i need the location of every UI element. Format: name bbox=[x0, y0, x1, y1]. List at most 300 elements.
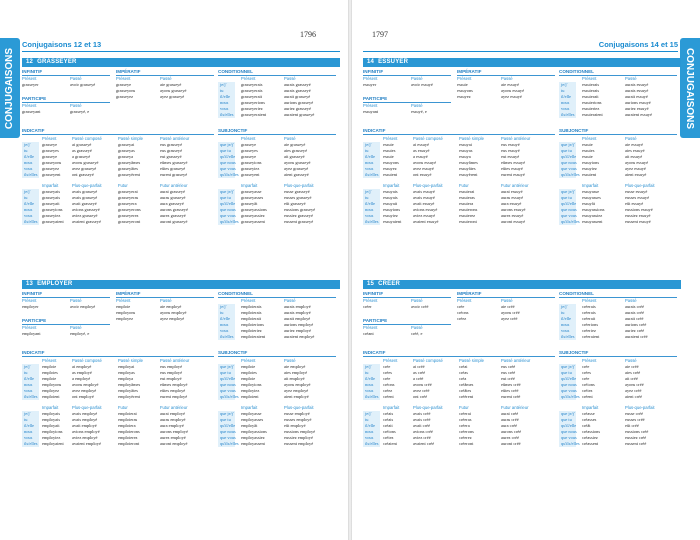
indicatif-pronouns-1 bbox=[22, 142, 39, 178]
conditionnel-pronouns-pronoun: je/j' bbox=[561, 82, 568, 87]
imperatif-present-form: créons bbox=[457, 310, 469, 315]
indicatif-passe-anterieur-form: eûtes employé bbox=[160, 388, 186, 393]
conditionnel-pronouns bbox=[559, 304, 576, 340]
subjonctif-passe-form: aie employé bbox=[284, 364, 306, 369]
indicatif-plus-que-parfait-form: aviez employé bbox=[72, 435, 98, 440]
indicatif-passe-simple-form: essuyai bbox=[459, 142, 472, 147]
participe-passe-form: créé, e bbox=[411, 331, 423, 336]
indicatif-pronouns-1-pronoun: ils/elles bbox=[24, 394, 38, 399]
subjonctif-present-form: créent bbox=[582, 394, 593, 399]
conditionnel-present-form: grasseyeriez bbox=[241, 106, 263, 111]
subjonctif-imparfait-form: créassent bbox=[582, 441, 599, 446]
indicatif-passe-anterieur-form: eut essuyé bbox=[501, 154, 520, 159]
indicatif-futur-label: Futur bbox=[459, 183, 469, 188]
indicatif-passe-anterieur-form: eûtes grasseyé bbox=[160, 166, 186, 171]
conditionnel-present-form: essuierions bbox=[582, 100, 602, 105]
indicatif-present-form: grasseyez bbox=[42, 166, 60, 171]
subjonctif-passe bbox=[625, 358, 644, 400]
infinitif-present bbox=[22, 76, 39, 88]
page-number-left: 1796 bbox=[300, 30, 316, 39]
indicatif-present-form: grasseyent bbox=[42, 172, 61, 177]
subjonctif-imparfait-form: essuyasse bbox=[582, 189, 600, 194]
conditionnel-pronouns-pronoun: nous bbox=[220, 100, 229, 105]
indicatif-plus-que-parfait-form: aviez grasseyé bbox=[72, 213, 98, 218]
subjonctif-present-form: grasseyent bbox=[241, 172, 260, 177]
imperatif-present bbox=[457, 76, 473, 100]
participe-passe-label: Passé bbox=[411, 325, 423, 330]
indicatif-present-form: grasseyes bbox=[42, 148, 59, 153]
imperatif-passe-form: ayons essuyé bbox=[501, 88, 525, 93]
indicatif-imparfait-form: employais bbox=[42, 417, 61, 422]
indicatif-passe-simple bbox=[459, 358, 484, 400]
indicatif-present-label: Présent bbox=[383, 358, 398, 363]
indicatif-futur-form: emploierons bbox=[118, 429, 140, 434]
subjonctif-pronouns-1-pronoun: que tu bbox=[220, 148, 231, 153]
indicatif-imparfait-label: Imparfait bbox=[42, 405, 59, 410]
infinitif-present-form: créer bbox=[363, 304, 372, 309]
indicatif-pronouns-2-pronoun: il/elle bbox=[24, 423, 34, 428]
infinitif-passe-form: avoir essuyé bbox=[411, 82, 433, 87]
imperatif-passe-form: ayons grasseyé bbox=[160, 88, 187, 93]
subjonctif-passe-form: ayons employé bbox=[284, 382, 311, 387]
subjonctif-present-form: emploies bbox=[241, 370, 257, 375]
subjonctif-imparfait bbox=[241, 405, 267, 447]
indicatif-passe-compose-form: avons essuyé bbox=[413, 160, 437, 165]
indicatif-passe-compose-form: ai employé bbox=[72, 364, 92, 369]
indicatif-present-label: Présent bbox=[42, 358, 57, 363]
conditionnel-passe-form: aurais créé bbox=[625, 310, 644, 315]
conditionnel-passe-form: aurais essuyé bbox=[625, 88, 649, 93]
subjonctif-imparfait-form: grasseyassent bbox=[241, 219, 265, 224]
indicatif-passe-anterieur-form: eus essuyé bbox=[501, 148, 520, 153]
indicatif-futur-anterieur-form: auras employé bbox=[160, 417, 186, 422]
conditionnel-present bbox=[582, 82, 603, 118]
indicatif-futur-anterieur-form: auras grasseyé bbox=[160, 195, 186, 200]
indicatif-plus-que-parfait-form: avaient créé bbox=[413, 441, 435, 446]
conditionnel-pronouns-pronoun: tu bbox=[220, 88, 224, 93]
conditionnel-passe bbox=[625, 304, 648, 340]
indicatif-passe-simple-form: employâmes bbox=[118, 382, 141, 387]
section-indicatif: INDICATIF bbox=[363, 128, 555, 135]
indicatif-passe-simple-form: essuyèrent bbox=[459, 172, 478, 177]
indicatif-pronouns-2-pronoun: il/elle bbox=[365, 423, 375, 428]
subjonctif-plus-que-parfait-label: Plus-que-parfait bbox=[284, 405, 314, 410]
conditionnel-passe-form: auraient grasseyé bbox=[284, 112, 315, 117]
subjonctif-present-form: crées bbox=[582, 370, 592, 375]
participe-present-label: Présent bbox=[363, 325, 378, 330]
subjonctif-passe-form: aies employé bbox=[284, 370, 308, 375]
participe-present bbox=[22, 103, 41, 115]
subjonctif-pronouns-1-pronoun: que vous bbox=[561, 388, 577, 393]
conditionnel-pronouns-pronoun: ils/elles bbox=[561, 112, 575, 117]
conditionnel-passe-form: aurais employé bbox=[284, 310, 311, 315]
subjonctif-present-form: créions bbox=[582, 382, 595, 387]
subjonctif-present-form: employiez bbox=[241, 388, 260, 393]
indicatif-plus-que-parfait-label: Plus-que-parfait bbox=[72, 405, 102, 410]
verb-name: CRÉER bbox=[378, 281, 401, 287]
subjonctif-pronouns-2-pronoun: qu'il/elle bbox=[561, 423, 577, 428]
conditionnel-present-form: grasseyerait bbox=[241, 94, 262, 99]
subjonctif-passe-form: aie créé bbox=[625, 364, 639, 369]
indicatif-present-form: essuie bbox=[383, 154, 394, 159]
indicatif-pronouns-2 bbox=[363, 189, 380, 225]
conditionnel-passe-form: aurions essuyé bbox=[625, 100, 651, 105]
subjonctif-passe-label: Passé bbox=[625, 136, 637, 141]
conditionnel-present-label: Présent bbox=[241, 76, 256, 81]
conditionnel-present bbox=[582, 304, 599, 340]
indicatif-plus-que-parfait-label: Plus-que-parfait bbox=[413, 405, 443, 410]
subjonctif-pronouns-1 bbox=[559, 142, 580, 178]
indicatif-plus-que-parfait bbox=[72, 405, 102, 447]
conditionnel-present-label: Présent bbox=[241, 298, 256, 303]
indicatif-futur-form: essuieras bbox=[459, 195, 475, 200]
verb-table-employer bbox=[22, 280, 340, 480]
infinitif-present-form: employer bbox=[22, 304, 39, 309]
subjonctif-pronouns-1-pronoun: que vous bbox=[561, 166, 577, 171]
subjonctif-passe-label: Passé bbox=[284, 358, 296, 363]
subjonctif-pronouns-2-pronoun: que tu bbox=[561, 417, 572, 422]
verb-number: 14 bbox=[367, 59, 375, 65]
indicatif-imparfait-form: créions bbox=[383, 429, 396, 434]
infinitif-passe-label: Passé bbox=[70, 76, 82, 81]
subjonctif-passe-form: ayez essuyé bbox=[625, 166, 646, 171]
imperatif-passe-form: aie créé bbox=[501, 304, 515, 309]
subjonctif-imparfait-form: créasses bbox=[582, 417, 597, 422]
infinitif-passe-label: Passé bbox=[411, 298, 423, 303]
indicatif-imparfait-form: essuyions bbox=[383, 207, 401, 212]
indicatif-imparfait-form: essuyiez bbox=[383, 213, 398, 218]
subjonctif-imparfait-form: essuyât bbox=[582, 201, 595, 206]
indicatif-imparfait-form: créiez bbox=[383, 435, 394, 440]
infinitif-present-label: Présent bbox=[363, 76, 378, 81]
subjonctif-pronouns-2-pronoun: qu'ils/elles bbox=[220, 441, 239, 446]
subjonctif-pronouns-1-pronoun: que nous bbox=[561, 382, 577, 387]
verb-table-essuyer bbox=[363, 58, 681, 258]
conditionnel-present-form: grasseyerais bbox=[241, 88, 263, 93]
indicatif-pronouns-1-pronoun: tu bbox=[24, 370, 28, 375]
indicatif-imparfait bbox=[42, 405, 64, 447]
indicatif-passe-anterieur-form: eus employé bbox=[160, 364, 183, 369]
infinitif-passe bbox=[411, 76, 433, 88]
subjonctif-pronouns-2-pronoun: que je/j' bbox=[220, 189, 234, 194]
indicatif-passe-anterieur-form: eûmes créé bbox=[501, 382, 521, 387]
subjonctif-pronouns-2-pronoun: qu'il/elle bbox=[220, 201, 236, 206]
subjonctif-plus-que-parfait-form: eussent essuyé bbox=[625, 219, 651, 224]
imperatif-present-form: grasseyons bbox=[116, 88, 136, 93]
indicatif-present-form: essuient bbox=[383, 172, 398, 177]
indicatif-futur-form: créera bbox=[459, 423, 470, 428]
subjonctif-pronouns-1-pronoun: qu'ils/elles bbox=[220, 172, 239, 177]
subjonctif-imparfait bbox=[241, 183, 267, 225]
subjonctif-present-form: essuie bbox=[582, 142, 593, 147]
indicatif-futur-form: créerai bbox=[459, 411, 471, 416]
conditionnel-passe bbox=[284, 82, 314, 118]
subjonctif-present-form: grasseyiez bbox=[241, 166, 260, 171]
subjonctif-pronouns-1-pronoun: que nous bbox=[561, 160, 577, 165]
side-tab-right bbox=[680, 38, 700, 138]
indicatif-futur-anterieur-form: auront créé bbox=[501, 441, 521, 446]
indicatif-passe-simple-label: Passé simple bbox=[118, 136, 143, 141]
indicatif-pronouns-1 bbox=[363, 364, 380, 400]
section-infinitif: INFINITIF bbox=[363, 291, 451, 298]
subjonctif-passe-form: aie grasseyé bbox=[284, 142, 306, 147]
subjonctif-pronouns-1-pronoun: que tu bbox=[561, 370, 572, 375]
indicatif-futur-form: grasseyerai bbox=[118, 189, 138, 194]
indicatif-pronouns-1-pronoun: je/j' bbox=[24, 142, 31, 147]
indicatif-passe-simple-form: essuya bbox=[459, 154, 471, 159]
verb-title-bar bbox=[363, 280, 681, 289]
subjonctif-imparfait-form: grasseyassions bbox=[241, 207, 267, 212]
imperatif-passe bbox=[160, 298, 186, 322]
subjonctif-imparfait-form: employasses bbox=[241, 417, 264, 422]
indicatif-pronouns-1-pronoun: ils/elles bbox=[365, 394, 379, 399]
subjonctif-imparfait-form: essuyasses bbox=[582, 195, 601, 200]
indicatif-plus-que-parfait-form: avaient employé bbox=[72, 441, 101, 446]
indicatif-passe-anterieur-form: eurent essuyé bbox=[501, 172, 525, 177]
conditionnel-present-form: créeraient bbox=[582, 334, 600, 339]
subjonctif-passe-form: aies créé bbox=[625, 370, 641, 375]
indicatif-present-form: grasseyons bbox=[42, 160, 62, 165]
conditionnel-passe-form: auriez créé bbox=[625, 328, 645, 333]
imperatif-passe-form: ayez essuyé bbox=[501, 94, 522, 99]
indicatif-imparfait-form: grasseyais bbox=[42, 189, 61, 194]
subjonctif-plus-que-parfait-form: eussions créé bbox=[625, 429, 649, 434]
indicatif-futur-anterieur-form: auront employé bbox=[160, 441, 188, 446]
participe-passe-form: grasseyé, e bbox=[70, 109, 90, 114]
indicatif-futur-form: emploierai bbox=[118, 411, 137, 416]
subjonctif-plus-que-parfait bbox=[625, 183, 655, 225]
participe-passe-label: Passé bbox=[70, 325, 82, 330]
indicatif-pronouns-2-pronoun: tu bbox=[24, 195, 28, 200]
indicatif-passe-simple-form: employas bbox=[118, 370, 135, 375]
imperatif-passe-form: ayez employé bbox=[160, 316, 185, 321]
conditionnel-passe-label: Passé bbox=[284, 298, 296, 303]
indicatif-futur-anterieur-form: aura essuyé bbox=[501, 201, 522, 206]
indicatif-futur-form: grasseyerons bbox=[118, 207, 141, 212]
indicatif-passe-anterieur-form: eûmes employé bbox=[160, 382, 188, 387]
indicatif-present bbox=[42, 358, 61, 400]
indicatif-present-form: emploie bbox=[42, 376, 57, 381]
subjonctif-imparfait-form: créât bbox=[582, 423, 591, 428]
section-participe: PARTICIPE bbox=[22, 318, 110, 325]
conditionnel-present bbox=[241, 82, 266, 118]
subjonctif-imparfait-label: Imparfait bbox=[582, 183, 599, 188]
indicatif-passe-anterieur-form: eus créé bbox=[501, 370, 516, 375]
conditionnel-pronouns-pronoun: il/elle bbox=[220, 94, 230, 99]
indicatif-imparfait-form: employais bbox=[42, 411, 61, 416]
subjonctif-plus-que-parfait-form: eussiez grasseyé bbox=[284, 213, 313, 218]
indicatif-passe-compose-form: as essuyé bbox=[413, 148, 430, 153]
subjonctif-passe-form: aient employé bbox=[284, 394, 309, 399]
subjonctif-pronouns-1-pronoun: que vous bbox=[220, 166, 236, 171]
section-participe: PARTICIPE bbox=[22, 96, 110, 103]
indicatif-passe-simple-label: Passé simple bbox=[118, 358, 143, 363]
subjonctif-plus-que-parfait-form: eussions employé bbox=[284, 429, 316, 434]
indicatif-present-form: essuyez bbox=[383, 166, 397, 171]
infinitif-present-label: Présent bbox=[22, 298, 37, 303]
subjonctif-imparfait bbox=[582, 405, 600, 447]
indicatif-futur-anterieur-form: auront grasseyé bbox=[160, 219, 188, 224]
conditionnel-passe-form: auraient essuyé bbox=[625, 112, 652, 117]
section-participe: PARTICIPE bbox=[363, 318, 451, 325]
conditionnel-present-label: Présent bbox=[582, 298, 597, 303]
subjonctif-pronouns-2-pronoun: que vous bbox=[561, 435, 577, 440]
imperatif-passe-form: ayons créé bbox=[501, 310, 520, 315]
conditionnel-present-form: créerais bbox=[582, 304, 596, 309]
participe-passe-form: essuyé, e bbox=[411, 109, 427, 114]
indicatif-pronouns-1-pronoun: vous bbox=[365, 388, 374, 393]
subjonctif-plus-que-parfait-form: eussent grasseyé bbox=[284, 219, 314, 224]
indicatif-present-form: crée bbox=[383, 376, 391, 381]
conditionnel-present-form: grasseyerions bbox=[241, 100, 265, 105]
subjonctif-pronouns-2-pronoun: qu'ils/elles bbox=[561, 441, 580, 446]
subjonctif-imparfait-form: grasseyassiez bbox=[241, 213, 265, 218]
participe-present-label: Présent bbox=[22, 103, 37, 108]
indicatif-passe-anterieur-form: eus grasseyé bbox=[160, 142, 183, 147]
subjonctif-passe-form: aient grasseyé bbox=[284, 172, 309, 177]
indicatif-futur-form: grasseyeras bbox=[118, 195, 139, 200]
indicatif-futur-anterieur-form: aura employé bbox=[160, 423, 184, 428]
indicatif-futur-form: essuierai bbox=[459, 189, 475, 194]
conditionnel-pronouns-pronoun: je/j' bbox=[220, 82, 227, 87]
imperatif-present-form: emploie bbox=[116, 304, 131, 309]
verb-title-bar bbox=[363, 58, 681, 67]
indicatif-pronouns-2-pronoun: nous bbox=[365, 207, 374, 212]
indicatif-passe-anterieur-form: eûtes essuyé bbox=[501, 166, 523, 171]
section-conditionnel: CONDITIONNEL bbox=[559, 69, 677, 76]
indicatif-pronouns-1-pronoun: nous bbox=[24, 382, 33, 387]
indicatif-futur bbox=[118, 405, 140, 447]
indicatif-passe-simple-form: employèrent bbox=[118, 394, 140, 399]
indicatif-imparfait-form: grasseyiez bbox=[42, 213, 61, 218]
subjonctif-plus-que-parfait-form: eût grasseyé bbox=[284, 201, 306, 206]
imperatif-passe-form: aie grasseyé bbox=[160, 82, 182, 87]
header-rule-left bbox=[22, 51, 340, 52]
subjonctif-pronouns-1-pronoun: qu'il/elle bbox=[220, 376, 236, 381]
verb-title-bar bbox=[22, 58, 340, 67]
infinitif-present-form: grasseyer bbox=[22, 82, 39, 87]
indicatif-imparfait-form: grasseyait bbox=[42, 201, 60, 206]
subjonctif-plus-que-parfait-form: eusses créé bbox=[625, 417, 645, 422]
indicatif-futur-label: Futur bbox=[118, 405, 128, 410]
indicatif-passe-compose-label: Passé composé bbox=[413, 358, 443, 363]
imperatif-passe-label: Passé bbox=[160, 76, 172, 81]
participe-present-form: grasseyant bbox=[22, 109, 41, 114]
indicatif-passe-compose-form: ai essuyé bbox=[413, 142, 429, 147]
indicatif-passe-compose-form: as employé bbox=[72, 370, 92, 375]
subjonctif-present-form: grasseyes bbox=[241, 148, 258, 153]
conditionnel-present-form: emploierions bbox=[241, 322, 264, 327]
indicatif-pronouns-1-pronoun: je/j' bbox=[24, 364, 31, 369]
conditionnel-passe-form: aurait grasseyé bbox=[284, 94, 311, 99]
subjonctif-present-form: employions bbox=[241, 382, 262, 387]
indicatif-passe-compose-form: ont employé bbox=[72, 394, 94, 399]
indicatif-pronouns-1-pronoun: vous bbox=[365, 166, 374, 171]
indicatif-pronouns-2-pronoun: je/j' bbox=[365, 189, 372, 194]
indicatif-passe-compose-form: avez créé bbox=[413, 388, 430, 393]
conditionnel-pronouns bbox=[559, 82, 576, 118]
indicatif-passe-simple-form: créèrent bbox=[459, 394, 474, 399]
subjonctif-plus-que-parfait-form: eût employé bbox=[284, 423, 306, 428]
section-conditionnel: CONDITIONNEL bbox=[218, 291, 336, 298]
imperatif-present bbox=[116, 298, 135, 322]
indicatif-passe-anterieur-form: eûmes grasseyé bbox=[160, 160, 188, 165]
indicatif-passe-compose-label: Passé composé bbox=[72, 358, 102, 363]
page-header-right: Conjugaisons 14 et 15 bbox=[598, 40, 678, 49]
subjonctif-pronouns-1 bbox=[559, 364, 580, 400]
subjonctif-pronouns-1-pronoun: que je/j' bbox=[561, 364, 575, 369]
indicatif-passe-simple-form: grasseyai bbox=[118, 142, 135, 147]
conditionnel-passe-label: Passé bbox=[625, 76, 637, 81]
subjonctif-plus-que-parfait-form: eussiez employé bbox=[284, 435, 313, 440]
subjonctif-pronouns-1-pronoun: que je/j' bbox=[220, 142, 234, 147]
indicatif-pronouns-2-pronoun: vous bbox=[24, 435, 33, 440]
conditionnel-pronouns-pronoun: nous bbox=[220, 322, 229, 327]
subjonctif-pronouns-2-pronoun: qu'ils/elles bbox=[220, 219, 239, 224]
subjonctif-present-form: grasseye bbox=[241, 154, 257, 159]
indicatif-present-form: employez bbox=[42, 388, 60, 393]
indicatif-plus-que-parfait-label: Plus-que-parfait bbox=[413, 183, 443, 188]
subjonctif-pronouns-1-pronoun: qu'il/elle bbox=[561, 376, 577, 381]
infinitif-present-form: essuyer bbox=[363, 82, 377, 87]
subjonctif-plus-que-parfait-form: eusse essuyé bbox=[625, 189, 648, 194]
imperatif-passe-label: Passé bbox=[160, 298, 172, 303]
indicatif-imparfait-form: employaient bbox=[42, 441, 64, 446]
imperatif-present-form: essuyez bbox=[457, 94, 471, 99]
indicatif-plus-que-parfait-form: avais essuyé bbox=[413, 195, 435, 200]
imperatif-present-form: essuyons bbox=[457, 88, 473, 93]
indicatif-passe-simple-form: essuyâtes bbox=[459, 166, 476, 171]
conditionnel-pronouns-pronoun: je/j' bbox=[561, 304, 568, 309]
imperatif-passe-form: ayez grasseyé bbox=[160, 94, 185, 99]
indicatif-pronouns-1-pronoun: nous bbox=[365, 382, 374, 387]
indicatif-pronouns-1-pronoun: ils/elles bbox=[24, 172, 38, 177]
conditionnel-present-form: créeriez bbox=[582, 328, 596, 333]
section-infinitif: INFINITIF bbox=[363, 69, 451, 76]
section-imperatif: IMPÉRATIF bbox=[116, 69, 214, 76]
indicatif-pronouns-2-pronoun: tu bbox=[24, 417, 28, 422]
subjonctif-pronouns-2-pronoun: que nous bbox=[220, 429, 236, 434]
subjonctif-imparfait-form: grasseyasse bbox=[241, 189, 262, 194]
subjonctif-imparfait-label: Imparfait bbox=[241, 183, 258, 188]
conditionnel-pronouns-pronoun: il/elle bbox=[561, 316, 571, 321]
conditionnel-pronouns-pronoun: nous bbox=[561, 100, 570, 105]
section-subjonctif: SUBJONCTIF bbox=[559, 350, 677, 357]
indicatif-passe-compose-form: ont créé bbox=[413, 394, 428, 399]
conditionnel-passe-form: auriez essuyé bbox=[625, 106, 649, 111]
subjonctif-imparfait-form: créasse bbox=[582, 411, 595, 416]
conditionnel-present-form: essuieriez bbox=[582, 106, 600, 111]
indicatif-imparfait-form: grasseyais bbox=[42, 195, 61, 200]
subjonctif-passe-form: ait essuyé bbox=[625, 154, 643, 159]
indicatif-passe-compose-form: as grasseyé bbox=[72, 148, 92, 153]
subjonctif-pronouns-1-pronoun: que nous bbox=[220, 382, 236, 387]
indicatif-passe-anterieur-form: eus essuyé bbox=[501, 142, 520, 147]
indicatif-present-form: emploie bbox=[42, 364, 57, 369]
indicatif-futur-anterieur bbox=[160, 183, 188, 225]
indicatif-futur-anterieur-form: aurai employé bbox=[160, 411, 185, 416]
indicatif-imparfait-form: employions bbox=[42, 429, 63, 434]
indicatif-passe-anterieur-form: eurent grasseyé bbox=[160, 172, 188, 177]
subjonctif-pronouns-1-pronoun: qu'il/elle bbox=[220, 154, 236, 159]
indicatif-imparfait-form: créais bbox=[383, 417, 394, 422]
indicatif-futur-anterieur-form: auras essuyé bbox=[501, 195, 524, 200]
section-infinitif: INFINITIF bbox=[22, 69, 110, 76]
conditionnel-passe-label: Passé bbox=[625, 298, 637, 303]
indicatif-present-form: crée bbox=[383, 364, 391, 369]
indicatif-passe-anterieur-form: eûtes créé bbox=[501, 388, 519, 393]
conditionnel-passe-form: aurais essuyé bbox=[625, 82, 649, 87]
